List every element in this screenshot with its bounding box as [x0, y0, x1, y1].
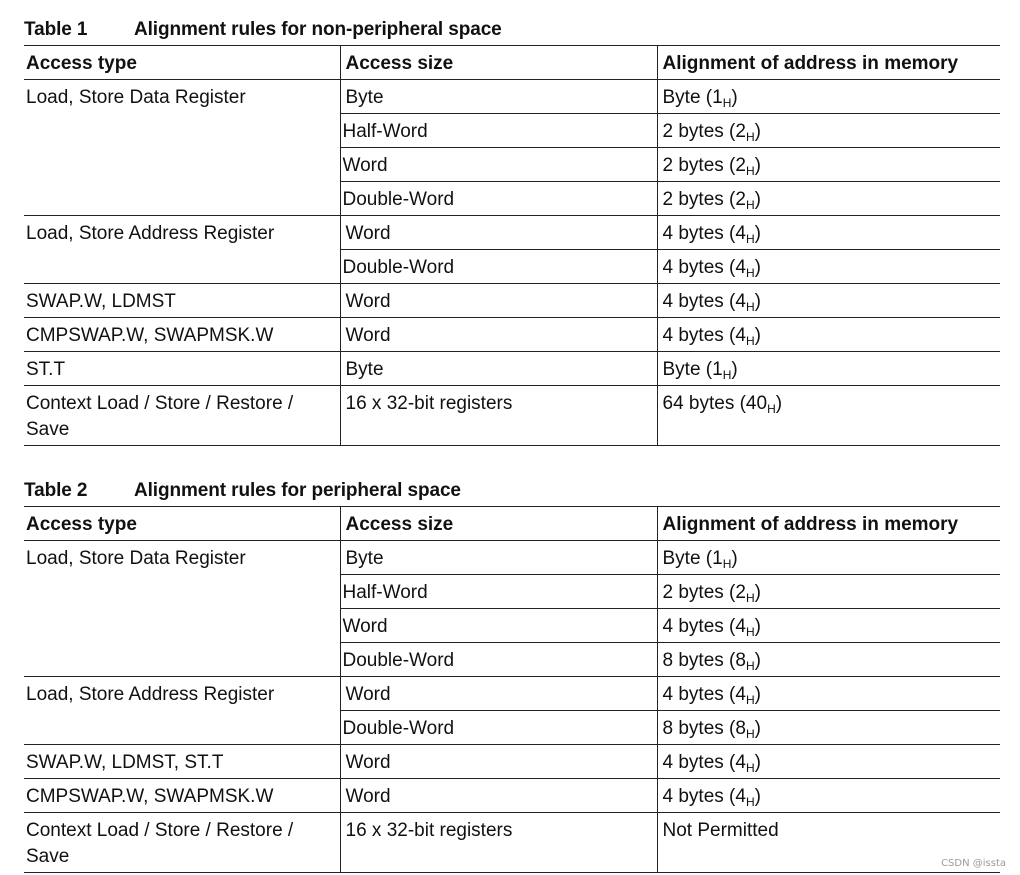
table-row	[24, 352, 1000, 386]
access-type-cell: Context Load / Store / Restore / Save	[24, 386, 340, 446]
table-row	[24, 813, 1000, 873]
alignment-cell: 4 bytes $(4_H)$	[657, 284, 1000, 318]
header-alignment: Alignment of address in memory	[657, 46, 1000, 80]
access-type-cell: Load, Store Address Register	[24, 216, 340, 284]
alignment-cell: 64 bytes $(40_H)$	[657, 386, 1000, 446]
alignment-cell: 4 bytes $(4_H)$	[657, 250, 1000, 284]
alignment-cell: 4 bytes $(4_H)$	[657, 779, 1000, 813]
alignment-cell: 4 bytes $(4_H)$	[657, 216, 1000, 250]
table-row	[24, 677, 1000, 711]
access-type-cell: CMPSWAP.W, SWAPMSK.W	[24, 318, 340, 352]
access-type-cell: SWAP.W, LDMST	[24, 284, 340, 318]
access-size-cell: Word	[340, 677, 657, 711]
access-size-cell: 16 x 32-bit registers	[340, 386, 657, 446]
table-1-caption	[24, 14, 1000, 46]
alignment-cell: Not Permitted	[657, 813, 1000, 873]
alignment-cell: Byte $(1_H)$	[657, 80, 1000, 114]
alignment-cell: 2 bytes $(2_H)$	[657, 182, 1000, 216]
access-size-cell: Word	[340, 284, 657, 318]
table-row	[24, 541, 1000, 575]
table-1-title: Alignment rules for non-peripheral space	[134, 18, 502, 40]
access-type-cell: Context Load / Store / Restore / Save	[24, 813, 340, 873]
alignment-cell: 8 bytes $(8_H)$	[657, 643, 1000, 677]
watermark-text: CSDN @issta	[941, 858, 1006, 869]
table-row	[24, 779, 1000, 813]
table-2-header-row	[24, 507, 1000, 541]
table-1-number: Table 1	[24, 18, 88, 40]
access-size-cell: Double-Word	[340, 250, 657, 284]
alignment-cell: 2 bytes $(2_H)$	[657, 114, 1000, 148]
access-size-cell: Word	[340, 745, 657, 779]
alignment-cell: 8 bytes $(8_H)$	[657, 711, 1000, 745]
table-row	[24, 80, 1000, 114]
access-size-cell: Half-Word	[340, 114, 657, 148]
access-size-cell: Double-Word	[340, 643, 657, 677]
table-row	[24, 745, 1000, 779]
table-1-block	[24, 14, 1000, 446]
table-row	[24, 284, 1000, 318]
header-access-type: Access type	[24, 46, 340, 80]
alignment-cell: 2 bytes $(2_H)$	[657, 575, 1000, 609]
table-2-block	[24, 475, 1000, 873]
access-size-cell: Word	[340, 148, 657, 182]
access-type-cell: Load, Store Data Register	[26, 548, 246, 569]
table-2-caption	[24, 475, 1000, 507]
access-type-cell: Load, Store Data Register	[26, 87, 246, 108]
table-row	[24, 318, 1000, 352]
access-size-cell: Byte	[340, 541, 657, 575]
table-row	[24, 386, 1000, 446]
table-2	[24, 507, 1000, 873]
access-size-cell: Word	[340, 779, 657, 813]
access-type-cell: SWAP.W, LDMST, ST.T	[24, 745, 340, 779]
table-2-title: Alignment rules for peripheral space	[134, 479, 461, 501]
access-size-cell: Double-Word	[340, 711, 657, 745]
header-access-type: Access type	[24, 507, 340, 541]
alignment-cell: 4 bytes $(4_H)$	[657, 745, 1000, 779]
alignment-cell: 4 bytes $(4_H)$	[657, 609, 1000, 643]
access-size-cell: Word	[340, 216, 657, 250]
access-size-cell: Half-Word	[340, 575, 657, 609]
table-2-number: Table 2	[24, 479, 88, 501]
alignment-cell: Byte $(1_H)$	[657, 541, 1000, 575]
access-size-cell: Word	[340, 318, 657, 352]
alignment-cell: 4 bytes $(4_H)$	[657, 318, 1000, 352]
access-size-cell: Byte	[340, 80, 657, 114]
access-size-cell: Double-Word	[340, 182, 657, 216]
table-1	[24, 46, 1000, 446]
alignment-cell: 4 bytes $(4_H)$	[657, 677, 1000, 711]
header-access-size: Access size	[340, 46, 657, 80]
alignment-cell: 2 bytes $(2_H)$	[657, 148, 1000, 182]
access-type-cell: ST.T	[24, 352, 340, 386]
access-size-cell: Byte	[340, 352, 657, 386]
table-row	[24, 216, 1000, 250]
header-access-size: Access size	[340, 507, 657, 541]
access-type-cell: CMPSWAP.W, SWAPMSK.W	[24, 779, 340, 813]
header-alignment: Alignment of address in memory	[657, 507, 1000, 541]
access-size-cell: Word	[340, 609, 657, 643]
table-1-header-row	[24, 46, 1000, 80]
access-type-cell: Load, Store Address Register	[24, 677, 340, 745]
alignment-cell: Byte $(1_H)$	[657, 352, 1000, 386]
access-size-cell: 16 x 32-bit registers	[340, 813, 657, 873]
